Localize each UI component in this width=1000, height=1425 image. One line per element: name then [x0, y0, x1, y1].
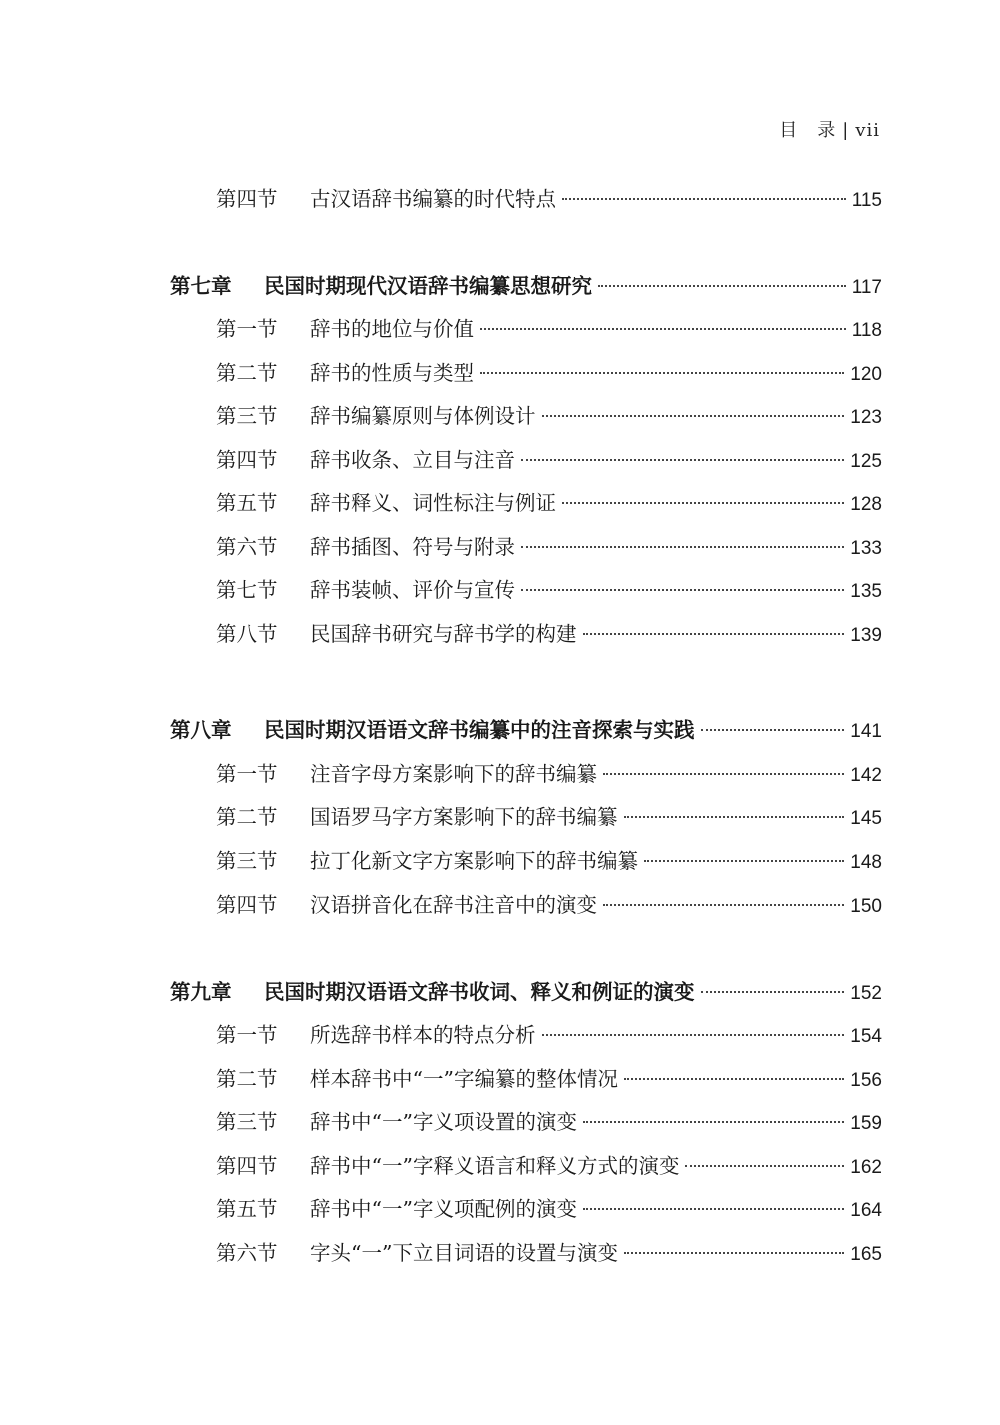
toc-chapter-entry — [170, 976, 882, 1008]
entry-number: 第一节 — [216, 762, 278, 786]
entry-title: 辞书中“一”字义项设置的演变 — [310, 1110, 577, 1134]
entry-title: 民国时期现代汉语辞书编纂思想研究 — [264, 274, 592, 298]
dot-leader — [644, 860, 844, 862]
entry-number: 第五节 — [216, 491, 278, 515]
dot-leader — [701, 991, 845, 993]
entry-page-number: 135 — [850, 581, 882, 602]
toc-section-entry — [216, 531, 882, 563]
entry-page-number: 120 — [850, 364, 882, 385]
toc-section-entry — [216, 574, 882, 606]
entry-page-number: 164 — [850, 1200, 882, 1221]
entry-page-number: 115 — [851, 190, 882, 211]
entry-page-number: 118 — [851, 320, 882, 341]
entry-page-number: 148 — [850, 852, 882, 873]
entry-number: 第七节 — [216, 578, 278, 602]
entry-number: 第六节 — [216, 1241, 278, 1265]
toc-section-entry — [216, 1019, 882, 1051]
dot-leader — [542, 1034, 845, 1036]
toc-section-entry — [216, 444, 882, 476]
toc-section-entry — [216, 889, 882, 921]
entry-title: 民国时期汉语语文辞书收词、释义和例证的演变 — [264, 980, 695, 1004]
entry-title: 样本辞书中“一”字编纂的整体情况 — [310, 1067, 618, 1091]
running-head — [779, 116, 880, 142]
entry-title: 辞书中“一”字义项配例的演变 — [310, 1197, 577, 1221]
entry-page-number: 142 — [850, 765, 882, 786]
entry-number: 第二节 — [216, 361, 278, 385]
dot-leader — [598, 285, 846, 287]
entry-title: 所选辞书样本的特点分析 — [310, 1023, 536, 1047]
entry-title: 汉语拼音化在辞书注音中的演变 — [310, 893, 597, 917]
toc-section-entry — [216, 313, 882, 345]
dot-leader — [521, 546, 844, 548]
toc-section-entry — [216, 618, 882, 650]
toc-section-entry — [216, 183, 882, 215]
entry-title: 辞书的性质与类型 — [310, 361, 474, 385]
entry-number: 第四节 — [216, 448, 278, 472]
entry-number: 第四节 — [216, 893, 278, 917]
dot-leader — [603, 773, 844, 775]
entry-number: 第五节 — [216, 1197, 278, 1221]
entry-page-number: 123 — [850, 407, 882, 428]
entry-title: 民国时期汉语语文辞书编纂中的注音探索与实践 — [264, 718, 695, 742]
toc-section-entry — [216, 357, 882, 389]
entry-page-number: 133 — [850, 538, 882, 559]
entry-title: 辞书收条、立目与注音 — [310, 448, 515, 472]
entry-number: 第二节 — [216, 1067, 278, 1091]
entry-title: 古汉语辞书编纂的时代特点 — [310, 187, 556, 211]
entry-number: 第三节 — [216, 849, 278, 873]
dot-leader — [603, 904, 844, 906]
dot-leader — [521, 459, 844, 461]
entry-page-number: 159 — [850, 1113, 882, 1134]
dot-leader — [583, 633, 845, 635]
entry-number: 第四节 — [216, 1154, 278, 1178]
dot-leader — [583, 1208, 844, 1210]
entry-title: 注音字母方案影响下的辞书编纂 — [310, 762, 597, 786]
dot-leader — [542, 415, 845, 417]
entry-title: 辞书编纂原则与体例设计 — [310, 404, 536, 428]
toc-section-entry — [216, 758, 882, 790]
toc-section-entry — [216, 1237, 882, 1269]
running-head-label: 目 录 — [779, 120, 837, 141]
toc-section-entry — [216, 1106, 882, 1138]
entry-title: 辞书装帧、评价与宣传 — [310, 578, 515, 602]
entry-page-number: 117 — [851, 277, 882, 298]
entry-number: 第七章 — [170, 274, 232, 298]
dot-leader — [685, 1165, 844, 1167]
entry-number: 第二节 — [216, 805, 278, 829]
entry-number: 第九章 — [170, 980, 232, 1004]
entry-page-number: 125 — [850, 451, 882, 472]
entry-page-number: 145 — [850, 808, 882, 829]
entry-number: 第八章 — [170, 718, 232, 742]
entry-number: 第八节 — [216, 622, 278, 646]
toc-chapter-entry — [170, 714, 882, 746]
entry-page-number: 156 — [850, 1070, 882, 1091]
toc-chapter-entry — [170, 270, 882, 302]
entry-number: 第六节 — [216, 535, 278, 559]
dot-leader — [480, 328, 846, 330]
running-head-separator: | — [842, 120, 850, 141]
entry-number: 第三节 — [216, 404, 278, 428]
toc-section-entry — [216, 1150, 882, 1182]
entry-number: 第三节 — [216, 1110, 278, 1134]
entry-page-number: 162 — [850, 1157, 882, 1178]
toc-section-entry — [216, 845, 882, 877]
dot-leader — [624, 816, 845, 818]
entry-title: 拉丁化新文字方案影响下的辞书编纂 — [310, 849, 638, 873]
toc-section-entry — [216, 1063, 882, 1095]
dot-leader — [624, 1252, 844, 1254]
dot-leader — [480, 372, 844, 374]
running-head-page: vii — [855, 120, 880, 141]
dot-leader — [562, 502, 844, 504]
toc-section-entry — [216, 400, 882, 432]
entry-number: 第一节 — [216, 317, 278, 341]
toc-section-entry — [216, 801, 882, 833]
entry-title: 国语罗马字方案影响下的辞书编纂 — [310, 805, 618, 829]
entry-page-number: 139 — [850, 625, 882, 646]
entry-page-number: 165 — [850, 1244, 882, 1265]
dot-leader — [624, 1078, 844, 1080]
entry-page-number: 150 — [850, 896, 882, 917]
entry-page-number: 152 — [850, 983, 882, 1004]
entry-title: 辞书释义、词性标注与例证 — [310, 491, 556, 515]
entry-title: 辞书中“一”字释义语言和释义方式的演变 — [310, 1154, 680, 1178]
dot-leader — [701, 729, 845, 731]
dot-leader — [562, 198, 846, 200]
entry-title: 辞书插图、符号与附录 — [310, 535, 515, 559]
dot-leader — [583, 1121, 844, 1123]
entry-title: 民国辞书研究与辞书学的构建 — [310, 622, 577, 646]
toc-section-entry — [216, 1193, 882, 1225]
entry-page-number: 154 — [850, 1026, 882, 1047]
entry-page-number: 128 — [850, 494, 882, 515]
entry-title: 辞书的地位与价值 — [310, 317, 474, 341]
entry-number: 第四节 — [216, 187, 278, 211]
toc-section-entry — [216, 487, 882, 519]
dot-leader — [521, 589, 844, 591]
entry-title: 字头“一”下立目词语的设置与演变 — [310, 1241, 618, 1265]
entry-page-number: 141 — [850, 721, 882, 742]
entry-number: 第一节 — [216, 1023, 278, 1047]
